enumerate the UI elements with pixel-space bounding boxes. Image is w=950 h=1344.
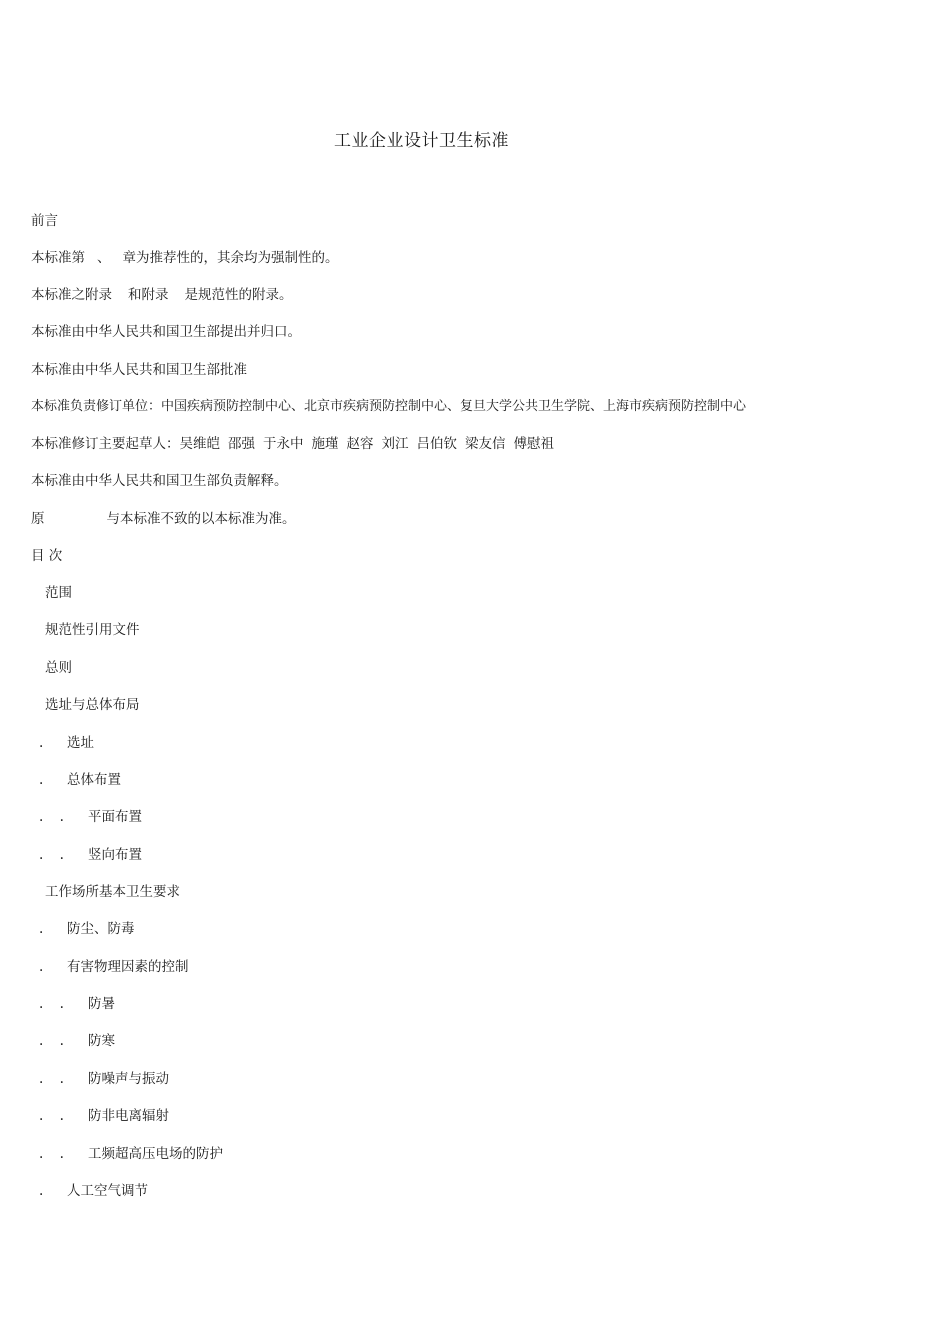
toc-item-number: . .	[39, 1146, 64, 1162]
toc-item-label: 总体布置	[67, 772, 121, 788]
drafter-name: 邵强	[228, 436, 255, 452]
toc-item-number: .	[39, 735, 44, 751]
preface-line-2-b: 和附录	[128, 287, 169, 303]
toc-item[interactable]	[45, 883, 180, 901]
toc-item[interactable]	[88, 1145, 223, 1163]
preface-line-8	[31, 510, 296, 528]
toc-item-number: . .	[39, 1033, 64, 1049]
toc-item-number: .	[39, 772, 44, 788]
toc-item-label: 规范性引用文件	[45, 622, 140, 638]
toc-item[interactable]	[88, 995, 115, 1013]
drafter-name: 梁友信	[465, 436, 506, 452]
toc-item-number: .	[39, 959, 44, 975]
toc-item-number: . .	[39, 847, 64, 863]
toc-item-label: 选址与总体布局	[45, 697, 140, 713]
toc-item-label: 总则	[45, 660, 72, 676]
toc-item[interactable]	[67, 958, 189, 976]
toc-item[interactable]	[45, 621, 140, 639]
toc-item-number: . .	[39, 809, 64, 825]
toc-item-number: .	[39, 921, 44, 937]
toc-item-label: 选址	[67, 735, 94, 751]
toc-item-label: 防寒	[88, 1033, 115, 1049]
toc-item[interactable]	[67, 1182, 148, 1200]
preface-line-7: 本标准由中华人民共和国卫生部负责解释。	[31, 473, 288, 489]
toc-item-label: 竖向布置	[88, 847, 142, 863]
drafter-name: 于永中	[263, 436, 304, 452]
toc-item[interactable]	[88, 1107, 169, 1125]
toc-item[interactable]	[88, 1032, 115, 1050]
drafter-name: 吕伯钦	[416, 436, 457, 452]
toc-item-number: . .	[39, 1108, 64, 1124]
drafters-prefix: 本标准修订主要起草人：	[31, 436, 180, 452]
toc-item-label: 防非电离辐射	[88, 1108, 169, 1124]
preface-line-2-a: 本标准之附录	[31, 287, 112, 303]
toc-item-number: .	[39, 1183, 44, 1199]
toc-item[interactable]	[67, 771, 121, 789]
preface-line-1	[31, 249, 339, 267]
toc-item[interactable]	[45, 584, 72, 602]
preface-line-1-b: 章为推荐性的，其余均为强制性的。	[122, 250, 339, 266]
preface-line-2	[31, 286, 293, 304]
toc-item-number: . .	[39, 996, 64, 1012]
preface-line-2-c: 是规范性的附录。	[184, 287, 293, 303]
preface-line-6	[31, 435, 554, 453]
toc-item[interactable]	[45, 659, 72, 677]
toc-item-number: . .	[39, 1071, 64, 1087]
drafter-name: 傅慰祖	[513, 436, 554, 452]
preface-line-1-a: 本标准第	[31, 250, 85, 266]
drafter-name: 吴维皑	[179, 436, 220, 452]
toc-item-label: 工频超高压电场的防护	[88, 1146, 223, 1162]
preface-line-3: 本标准由中华人民共和国卫生部提出并归口。	[31, 324, 301, 340]
preface-line-4: 本标准由中华人民共和国卫生部批准	[31, 362, 247, 378]
toc-item-label: 防暑	[88, 996, 115, 1012]
toc-item[interactable]	[45, 696, 140, 714]
toc-item-label: 人工空气调节	[67, 1183, 148, 1199]
preface-heading: 前言	[31, 213, 58, 229]
preface-line-1-sep: 、	[97, 250, 111, 266]
toc-item-label: 防噪声与振动	[88, 1071, 169, 1087]
preface-line-5: 本标准负责修订单位：中国疾病预防控制中心、北京市疾病预防控制中心、复旦大学公共卫生学院、上海市疾病预防控制中心	[31, 399, 747, 414]
toc-item-label: 防尘、防毒	[67, 921, 135, 937]
toc-item[interactable]	[88, 808, 142, 826]
toc-heading: 目 次	[31, 548, 63, 564]
toc-item[interactable]	[88, 846, 142, 864]
toc-item[interactable]	[67, 920, 135, 938]
drafter-name: 刘江	[381, 436, 409, 452]
toc-item-label: 工作场所基本卫生要求	[45, 884, 180, 900]
toc-item-label: 范围	[45, 585, 72, 601]
toc-item[interactable]	[67, 734, 94, 752]
toc-item-label: 平面布置	[88, 809, 142, 825]
toc-item[interactable]	[88, 1070, 169, 1088]
preface-line-8-a: 原	[31, 511, 45, 527]
drafter-name: 施瑾	[311, 436, 339, 452]
toc-item-label: 有害物理因素的控制	[67, 959, 189, 975]
drafter-name: 赵容	[346, 436, 374, 452]
preface-line-8-b: 与本标准不致的以本标准为准。	[106, 511, 296, 527]
document-title: 工业企业设计卫生标准	[334, 131, 509, 151]
